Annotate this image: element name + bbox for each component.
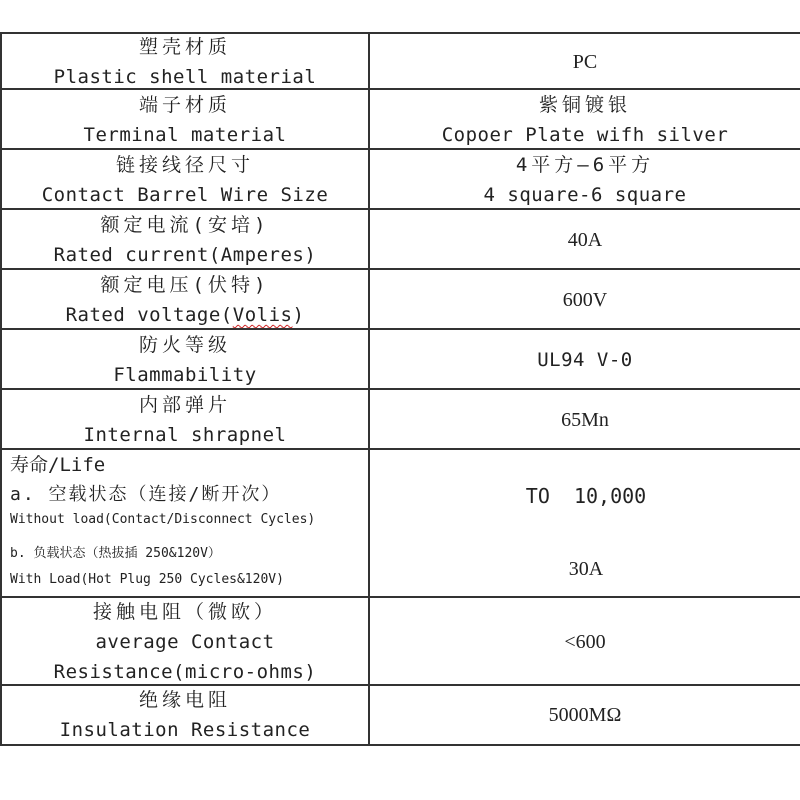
label-cell [0, 686, 368, 744]
table-row [0, 684, 800, 746]
label-cn: 内部弹片 [138, 394, 231, 416]
label-en: Resistance(micro-ohms) [53, 661, 317, 683]
value-text: 40A [567, 229, 603, 251]
label-en: Terminal material [83, 124, 287, 146]
label-cell [0, 270, 368, 330]
label-cn: 链接线径尺寸 [115, 154, 254, 176]
table-row [0, 148, 800, 210]
label-en: Insulation Resistance [59, 719, 311, 741]
value-cn: 紫铜镀银 [538, 94, 631, 116]
value-text: <600 [564, 631, 606, 653]
value-text: PC [572, 51, 598, 73]
label-en: average Contact [95, 631, 275, 653]
value-cell [368, 270, 800, 330]
value-cell [368, 150, 800, 210]
label-cell [0, 450, 368, 598]
label-en: Rated current(Amperes) [53, 244, 317, 266]
life-no-load-en: Without load(Contact/Disconnect Cycles) [10, 512, 316, 527]
table-row [0, 328, 800, 390]
label-en: Flammability [113, 364, 257, 386]
label-cn: 接触电阻（微欧） [92, 601, 277, 623]
life-title: 寿命/Life [10, 454, 106, 476]
value-cell [368, 34, 800, 90]
label-cell [0, 90, 368, 150]
life-no-load-value: TO 10,000 [525, 484, 647, 508]
value-cell [368, 598, 800, 686]
table-row [0, 596, 800, 686]
label-cn: 额定电流(安培) [100, 214, 270, 236]
value-cell [368, 330, 800, 390]
table-row [0, 32, 800, 90]
label-cn: 额定电压(伏特) [100, 274, 270, 296]
value-cell [368, 210, 800, 270]
value-text: UL94 V-0 [537, 349, 633, 371]
life-load-en: With Load(Hot Plug 250 Cycles&120V) [10, 572, 284, 587]
life-no-load-cn: a. 空载状态（连接/断开次） [10, 484, 282, 505]
label-cell [0, 34, 368, 90]
value-cell [368, 390, 800, 450]
label-cn: 绝缘电阻 [138, 689, 231, 711]
label-en: Plastic shell material [53, 66, 317, 88]
table-row [0, 208, 800, 270]
table-row [0, 388, 800, 450]
value-text: 5000MΩ [548, 704, 622, 726]
value-text: 4 square-6 square [483, 184, 687, 206]
value-text: 65Mn [561, 409, 609, 431]
label-cell [0, 390, 368, 450]
table-row [0, 88, 800, 150]
label-en [66, 300, 305, 330]
value-cell [368, 90, 800, 150]
label-cn: 防火等级 [138, 334, 231, 356]
value-text: 600V [562, 289, 608, 311]
value-cn: 4平方—6平方 [515, 154, 655, 176]
table-row-life [0, 448, 800, 598]
table-row [0, 268, 800, 330]
label-cell [0, 210, 368, 270]
value-cell [368, 686, 800, 744]
label-cell [0, 598, 368, 686]
label-cn: 塑壳材质 [138, 36, 231, 58]
label-en-misspelled: Volis [232, 304, 293, 326]
life-load-value: 30A [568, 558, 604, 580]
label-cell [0, 150, 368, 210]
label-en-part: Rated voltage( [65, 304, 233, 326]
value-text: Copoer Plate wifh silver [441, 124, 729, 146]
life-load-cn: b. 负载状态（热拔插 250&120V） [10, 546, 221, 561]
label-cn: 端子材质 [138, 94, 231, 116]
label-cell [0, 330, 368, 390]
label-en: Internal shrapnel [83, 424, 287, 446]
label-en-part: ) [292, 304, 305, 326]
label-en: Contact Barrel Wire Size [41, 184, 329, 206]
value-cell [368, 450, 800, 598]
